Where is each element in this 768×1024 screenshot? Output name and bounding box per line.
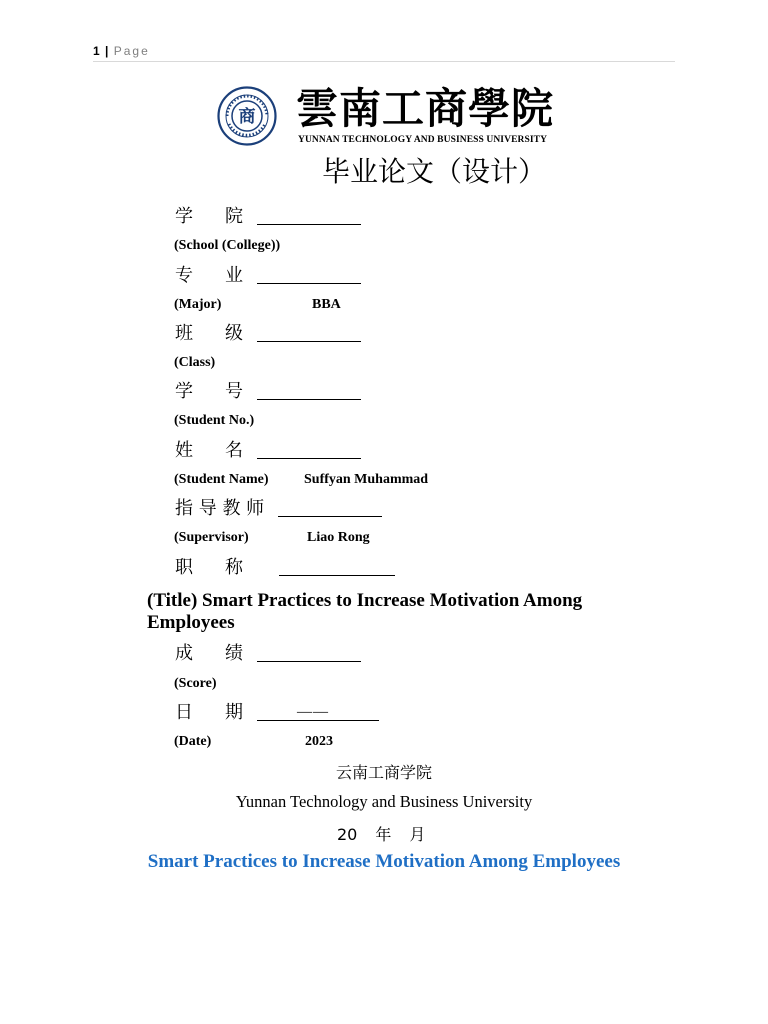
date-label-en: (Date) <box>174 734 212 749</box>
score-underline <box>257 661 361 662</box>
student-no-label-en: (Student No.) <box>174 413 255 428</box>
seal-character: 商 <box>238 107 256 127</box>
year-prefix: 20 <box>337 825 358 844</box>
footer-university-en: Yunnan Technology and Business University <box>235 792 533 811</box>
student-name-label-zh: 姓 名 <box>175 440 243 461</box>
school-label-en: (School (College)) <box>174 238 281 253</box>
class-label-zh: 班 级 <box>175 323 243 344</box>
date-underline <box>257 720 379 721</box>
page-header <box>93 44 150 58</box>
class-underline <box>257 341 361 342</box>
prof-title-underline <box>279 575 395 576</box>
student-no-label-zh: 学 号 <box>175 381 243 402</box>
date-value: 2023 <box>305 734 333 749</box>
year-month-line <box>337 822 443 845</box>
score-label-zh: 成 绩 <box>175 643 243 664</box>
supervisor-label-zh: 指 导 教 师 <box>175 498 265 519</box>
year-char: 年 <box>375 825 392 844</box>
page-number: 1 <box>93 44 100 58</box>
page-separator: | <box>105 44 109 58</box>
prof-title-label-zh: 职 称 <box>175 557 243 578</box>
university-name-en: YUNNAN TECHNOLOGY AND BUSINESS UNIVERSITY <box>298 135 548 145</box>
major-underline <box>257 283 361 284</box>
student-no-underline <box>257 399 361 400</box>
university-name-zh: 雲南工商學院 <box>296 84 555 133</box>
class-label-en: (Class) <box>174 355 216 370</box>
page-word: Page <box>113 44 150 58</box>
date-label-zh: 日 期 <box>175 702 243 723</box>
supervisor-underline <box>278 516 382 517</box>
footer-university-zh: 云南工商学院 <box>335 763 432 782</box>
student-name-value: Suffyan Muhammad <box>304 472 429 487</box>
university-seal-icon <box>217 86 277 146</box>
blue-title: Smart Practices to Increase Motivation Among Employees <box>147 851 621 872</box>
header-rule <box>93 61 675 62</box>
major-label-en: (Major) <box>174 297 222 312</box>
month-char: 月 <box>409 825 426 844</box>
score-label-en: (Score) <box>174 676 217 691</box>
major-value: BBA <box>312 297 341 312</box>
supervisor-value: Liao Rong <box>307 530 370 545</box>
date-dash: —— <box>297 704 329 720</box>
school-label-zh: 学 院 <box>175 206 243 227</box>
thesis-title-line: (Title) Smart Practices to Increase Motivation Among Employees <box>147 590 583 633</box>
student-name-underline <box>257 458 361 459</box>
school-underline <box>257 224 361 225</box>
supervisor-label-en: (Supervisor) <box>174 530 249 545</box>
student-name-label-en: (Student Name) <box>174 472 269 487</box>
thesis-heading: 毕业论文（设计） <box>322 155 547 188</box>
major-label-zh: 专 业 <box>175 265 243 286</box>
